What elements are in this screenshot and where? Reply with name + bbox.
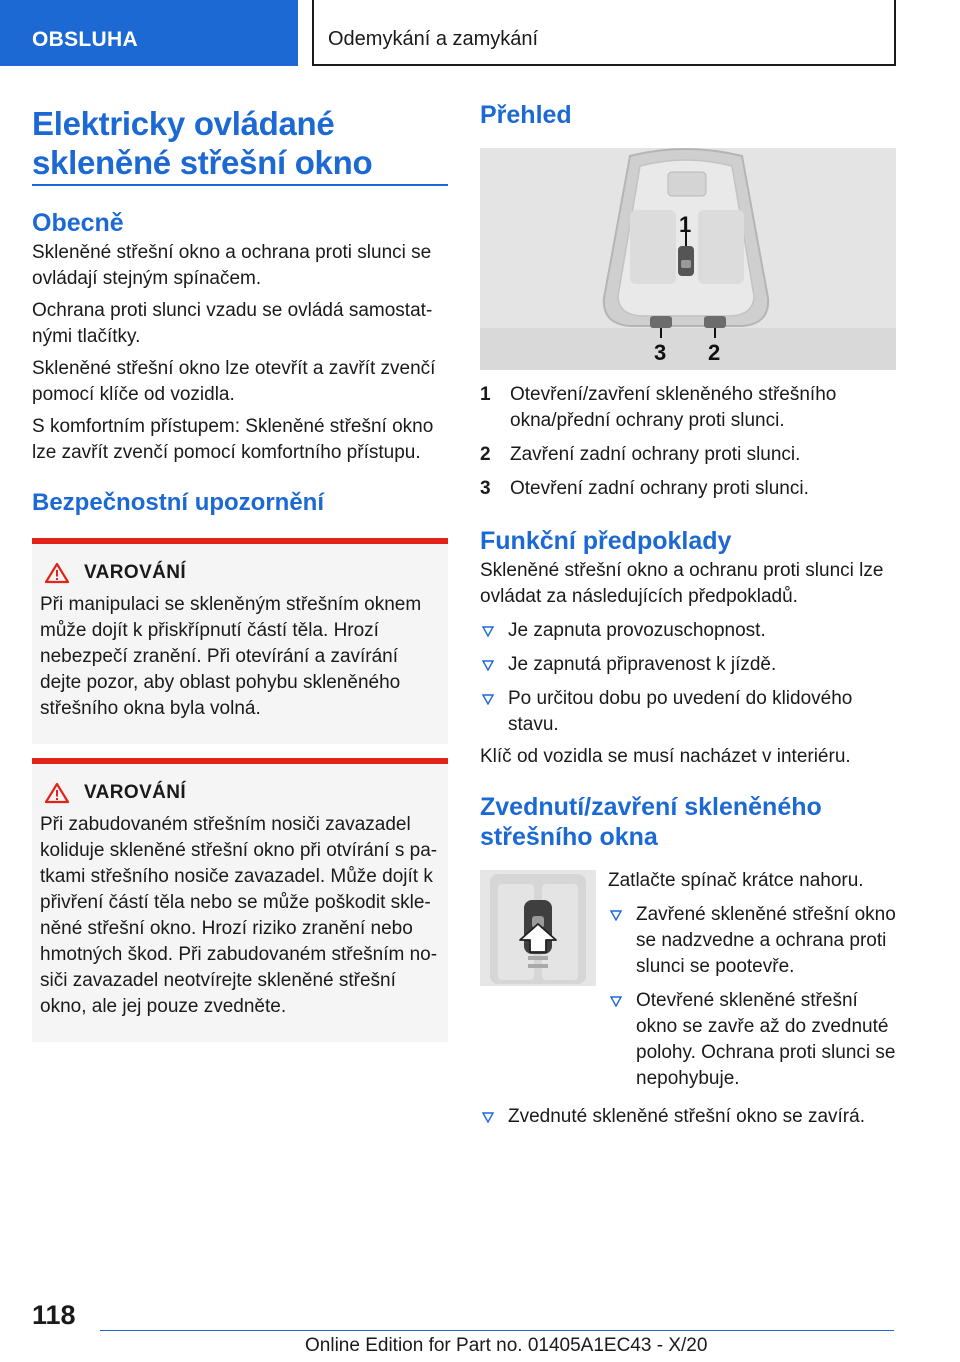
footer-edition: Online Edition for Part no. 01405A1EC43 - X/20 xyxy=(305,1335,708,1356)
figure-label-1: 1 xyxy=(679,212,692,237)
general-heading: Obecně xyxy=(32,209,124,237)
roof-console-drawing xyxy=(480,148,896,370)
prereq-bullet-3 xyxy=(480,686,896,738)
general-paragraph-1: Skleněné střešní okno a ochrana proti slunci se ovládají stejným spínačem. xyxy=(32,242,432,289)
general-paragraph-3: Skleněné střešní okno lze otevřít a zavřít zvenčí pomocí klíče od vozidla. xyxy=(32,358,436,405)
section-tab xyxy=(0,0,298,66)
bullet-text: Otevřené skleněné střešní okno se zavře až do zvednuté polohy. Ochrana proti slunci se nepohybuje. xyxy=(636,990,896,1089)
legend-number: 1 xyxy=(480,384,491,405)
bullet-text: Zavřené skleněné střešní okno se nadzvedne a ochrana proti slunci se pootevře. xyxy=(636,904,896,977)
raise-heading-line-2: střešního okna xyxy=(480,823,658,851)
right-column xyxy=(480,100,896,1130)
figure-label-3: 3 xyxy=(654,340,667,365)
prereq-bullet-1 xyxy=(480,618,896,644)
prereq-heading: Funkční předpoklady xyxy=(480,527,732,555)
bullet-triangle-icon xyxy=(610,996,622,1007)
warning-header-2 xyxy=(44,782,440,804)
legend-item xyxy=(480,476,896,502)
raise-instruction-block xyxy=(480,868,896,1092)
overview-heading: Přehled xyxy=(480,101,572,129)
legend-text: Otevření/zavření skleněného střešního okna/přední ochrany proti slunci. xyxy=(510,384,837,431)
switch-drawing xyxy=(480,870,596,986)
bullet-text: Po určitou dobu po uvedení do klidového stavu. xyxy=(508,688,853,735)
bullet-triangle-icon xyxy=(482,626,494,637)
legend-item xyxy=(480,442,896,468)
roof-console-illustration xyxy=(480,148,896,370)
title-divider xyxy=(32,184,448,186)
prereq-bullet-2 xyxy=(480,652,896,678)
raise-final-bullet xyxy=(480,1104,896,1130)
bullet-triangle-icon xyxy=(482,694,494,705)
warning-triangle-icon xyxy=(44,562,70,584)
warning-box-1 xyxy=(32,538,448,744)
prereq-intro: Skleněné střešní okno a ochranu proti slunci lze ovládat za následujících předpokladů. xyxy=(480,560,884,607)
legend-number: 3 xyxy=(480,478,491,499)
page-title-line-2: skleněné střešní okno xyxy=(32,144,373,181)
figure-label-2: 2 xyxy=(708,340,721,365)
topic-tab xyxy=(312,0,896,66)
legend-text: Otevření zadní ochrany proti slunci. xyxy=(510,478,809,499)
warning-header-1 xyxy=(44,562,440,584)
safety-heading: Bezpečnostní upozornění xyxy=(32,489,325,516)
raise-instruction: Zatlačte spínač krátce nahoru. xyxy=(608,870,864,891)
page-number: 118 xyxy=(32,1300,76,1330)
bullet-triangle-icon xyxy=(482,1112,494,1123)
footer-divider xyxy=(100,1330,894,1331)
bullet-triangle-icon xyxy=(482,660,494,671)
legend-item xyxy=(480,382,896,434)
raise-heading xyxy=(480,792,896,852)
raise-bullet-2 xyxy=(608,988,896,1092)
warning-box-2 xyxy=(32,758,448,1042)
page-title xyxy=(32,104,448,182)
raise-heading-line-1: Zvednutí/zavření skleněného xyxy=(480,793,822,821)
raise-instruction-text xyxy=(608,868,896,1092)
legend-text: Zavření zadní ochrany proti slunci. xyxy=(510,444,801,465)
overview-legend xyxy=(480,382,896,502)
warning-text-2: Při zabudovaném střešním nosiči zavazadel koliduje skleněné střešní okno při otvírání s patkami střešního nosiče zavazadel. Může dojít k přivření částí těla nebo se může poškodit skleněné střešní okno. Hrozí riziko zranění nebo hmotných škod. Při zabudovaném střešním nosiči zavazadel neotvírejte skleněné střešní okno, ale jej pouze zvedněte. xyxy=(40,814,438,1017)
warning-triangle-icon xyxy=(44,782,70,804)
page-title-line-1: Elektricky ovládané xyxy=(32,105,335,142)
prereq-note: Klíč od vozidla se musí nacházet v interiéru. xyxy=(480,746,851,767)
topic-label: Odemykání a zamykání xyxy=(328,28,539,50)
bullet-text: Je zapnutá připravenost k jízdě. xyxy=(508,654,777,675)
raise-bullet-1 xyxy=(608,902,896,980)
bullet-text: Zvednuté skleněné střešní okno se zavírá. xyxy=(508,1106,865,1127)
switch-illustration xyxy=(480,870,596,986)
left-column xyxy=(32,104,448,1042)
warning-text-1: Při manipulaci se skleněným střešním oknem může dojít k přiskřípnutí částí těla. Hrozí nebezpečí zranění. Při otevírání a zavírání dejte pozor, aby oblast pohybu skleněného střešního okna byla volná. xyxy=(40,594,422,719)
section-label: OBSLUHA xyxy=(32,28,138,51)
bullet-text: Je zapnuta provozuschopnost. xyxy=(508,620,766,641)
general-paragraph-4: S komfortním přístupem: Skleněné střešní okno lze zavřít zvenčí pomocí komfortního přístupu. xyxy=(32,416,434,463)
general-paragraph-2: Ochrana proti slunci vzadu se ovládá samostatnými tlačítky. xyxy=(32,300,433,347)
warning-label: VAROVÁNÍ xyxy=(84,782,187,803)
legend-number: 2 xyxy=(480,444,491,465)
bullet-triangle-icon xyxy=(610,910,622,921)
warning-label: VAROVÁNÍ xyxy=(84,562,187,583)
